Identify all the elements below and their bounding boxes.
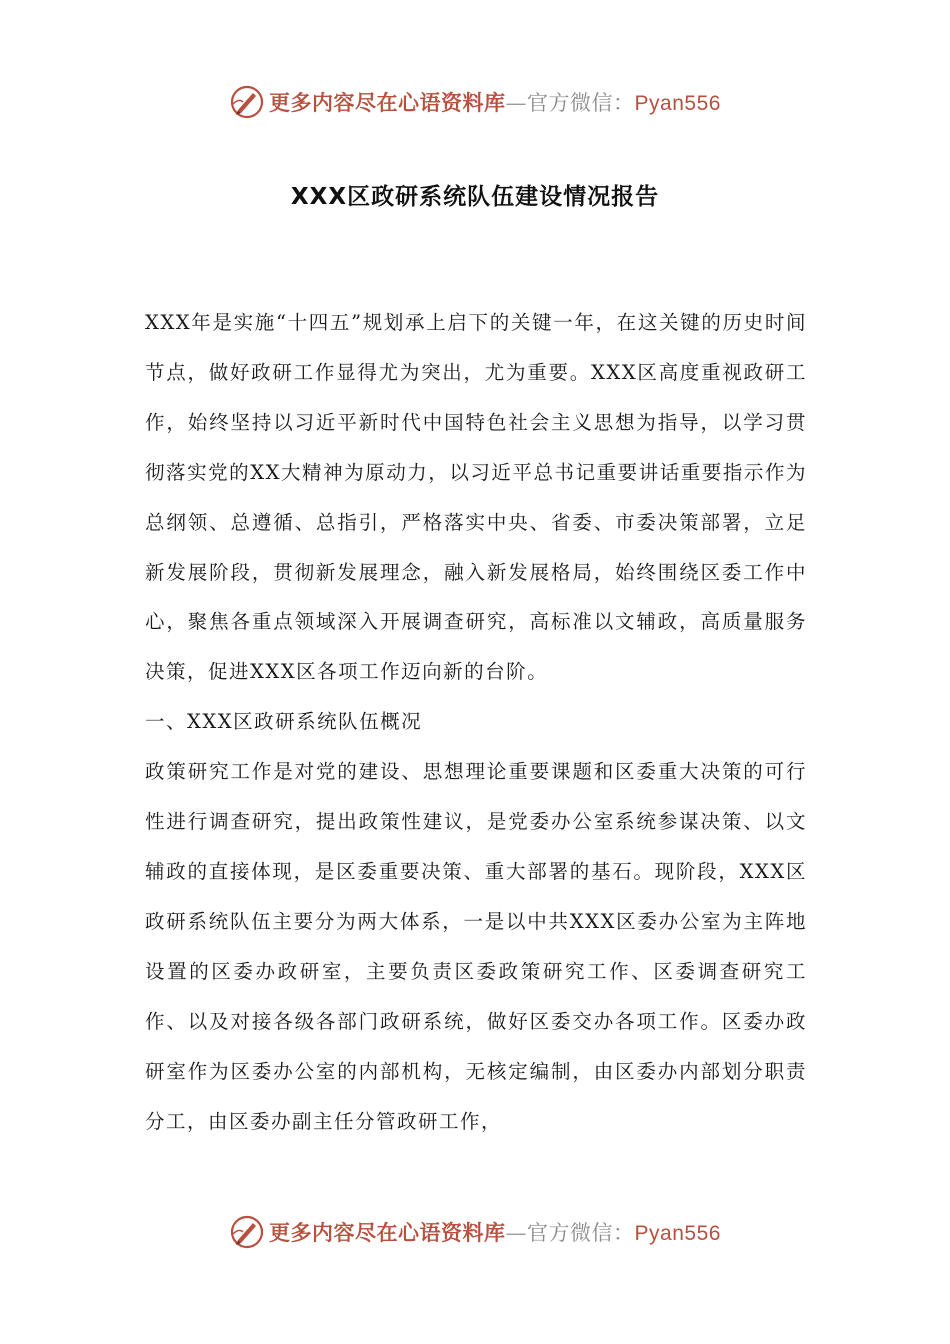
banner-brand: 更多内容尽在心语资料库 (269, 1220, 506, 1245)
document-body (145, 298, 807, 1146)
banner-wechat-id: Pyan556 (634, 92, 721, 115)
paragraph-section-1: 政策研究工作是对党的建设、思想理论重要课题和区委重大决策的可行性进行调查研究，提出政策性建议，是党委办公室系统参谋决策、以文辅政的直接体现，是区委重要决策、重大部署的基石。现阶段，XXX区政研系统队伍主要分为两大体系，一是以中共XXX区委办公室为主阵地设置的区委办政研室，主要负责区委政策研究工作、区委调查研究工作、以及对接各级各部门政研系统，做好区委交办各项工作。区委办政研室作为区委办公室的内部机构，无核定编制，由区委办内部划分职责分工，由区委办副主任分管政研工作， (145, 760, 807, 1133)
header-banner-text (269, 87, 721, 117)
footer-banner-text (269, 1217, 721, 1247)
banner-separator: — (505, 1221, 528, 1245)
banner-separator: — (505, 91, 528, 115)
header-banner (0, 80, 950, 124)
banner-wechat-id: Pyan556 (634, 1222, 721, 1245)
banner-wechat-label: 官方微信： (527, 91, 635, 115)
banner-wechat-label: 官方微信： (527, 1221, 635, 1245)
section-heading-1: 一、XXX区政研系统队伍概况 (145, 710, 423, 734)
pen-logo-icon (229, 84, 265, 120)
footer-banner (0, 1210, 950, 1254)
pen-logo-icon (229, 1214, 265, 1250)
banner-brand: 更多内容尽在心语资料库 (269, 90, 506, 115)
paragraph-intro: XXX年是实施“十四五”规划承上启下的关键一年，在这关键的历史时间节点，做好政研工作显得尤为突出，尤为重要。XXX区高度重视政研工作，始终坚持以习近平新时代中国特色社会主义思想为指导，以学习贯彻落实党的XX大精神为原动力，以习近平总书记重要讲话重要指示作为总纲领、总遵循、总指引，严格落实中央、省委、市委决策部署，立足新发展阶段，贯彻新发展理念，融入新发展格局，始终围绕区委工作中心，聚焦各重点领域深入开展调查研究，高标准以文辅政，高质量服务决策，促进XXX区各项工作迈向新的台阶。 (145, 311, 807, 684)
document-title: XXX区政研系统队伍建设情况报告 (290, 184, 660, 210)
